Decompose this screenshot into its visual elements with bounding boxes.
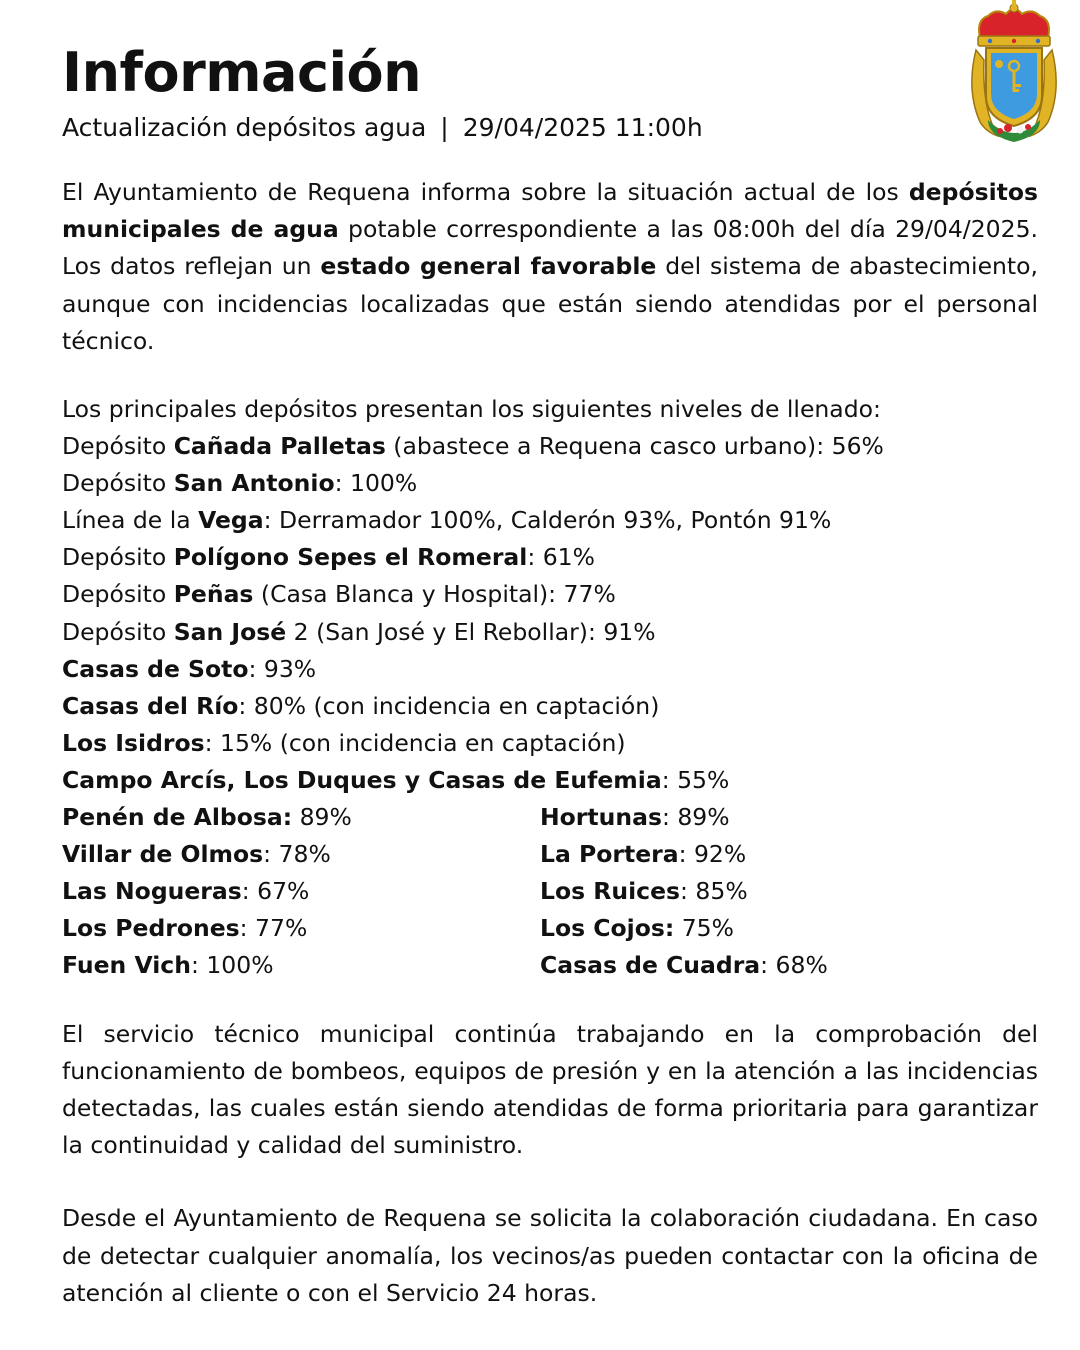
subtitle-datetime: 29/04/2025 11:00h (462, 113, 703, 142)
level-item (62, 576, 1038, 613)
level-item (540, 799, 1018, 836)
level-item (62, 725, 1038, 762)
intro-bold-1: depósitos municipales de agua (62, 178, 1038, 244)
intro-text-1: El Ayuntamiento de Requena informa sobre la situación actual de los (62, 178, 909, 206)
level-name: San Antonio (173, 469, 335, 498)
level-name: Casas de Cuadra (540, 951, 761, 980)
intro-paragraph (62, 174, 1038, 360)
level-name: San José (173, 617, 287, 646)
subtitle (62, 112, 1038, 144)
level-prefix: Depósito (62, 432, 174, 461)
level-value: 89% (292, 803, 352, 832)
level-item (62, 799, 540, 836)
level-value: : 55% (661, 765, 730, 794)
level-prefix: Depósito (62, 543, 174, 572)
level-value: : 15% (con incidencia en captación) (204, 728, 626, 757)
intro-text-3: del sistema de abastecimiento, aunque con incidencias localizadas que están siendo atendidas por el personal técnico. (62, 252, 1038, 355)
closing-paragraph: Desde el Ayuntamiento de Requena se solicita la colaboración ciudadana. En caso de detectar cualquier anomalía, los vecinos/as pueden contactar con la oficina de atención al cliente o con el Servicio 24 horas. (62, 1204, 1038, 1307)
level-prefix: Depósito (62, 580, 174, 609)
intro-bold-2: estado general favorable (320, 252, 657, 281)
level-name: La Portera (540, 840, 679, 869)
level-item (62, 762, 1038, 799)
level-value: : 93% (248, 654, 317, 683)
level-value: : 61% (527, 543, 595, 572)
level-value: 2 (San José y El Rebollar): 91% (286, 617, 656, 646)
page-title: Información (62, 41, 422, 104)
level-item (62, 910, 540, 947)
level-item (540, 873, 1018, 910)
level-item (62, 614, 1038, 651)
level-name: Polígono Sepes el Romeral (173, 543, 528, 572)
levels-grid (62, 799, 1038, 984)
level-value: : 77% (239, 914, 308, 943)
level-name: Villar de Olmos (62, 840, 264, 869)
level-item (540, 947, 1018, 984)
level-name: Casas del Río (62, 691, 239, 720)
level-value: : 78% (263, 840, 331, 869)
level-name: Vega (198, 506, 264, 535)
level-name: Penén de Albosa: (62, 803, 293, 832)
level-value: : 67% (241, 877, 310, 906)
level-name: Hortunas (540, 803, 662, 832)
level-value: : Derramador 100%, Calderón 93%, Pontón 91% (263, 506, 832, 535)
level-item (62, 688, 1038, 725)
level-value: 75% (674, 914, 734, 943)
level-name: Cañada Palletas (173, 432, 386, 461)
level-prefix: Depósito (62, 469, 174, 498)
level-name: Los Ruices (540, 877, 681, 906)
level-item (62, 873, 540, 910)
level-item (62, 836, 540, 873)
level-name: Fuen Vich (62, 951, 191, 980)
level-name: Casas de Soto (62, 654, 249, 683)
subtitle-topic: Actualización depósitos agua (62, 113, 427, 142)
level-item (540, 836, 1018, 873)
level-prefix: Línea de la (62, 506, 199, 535)
level-item (62, 428, 1038, 465)
subtitle-separator: | (440, 113, 449, 142)
level-name: Los Pedrones (62, 914, 240, 943)
level-value: (abastece a Requena casco urbano): 56% (385, 432, 884, 461)
level-item (62, 539, 1038, 576)
level-value: (Casa Blanca y Hospital): 77% (253, 580, 616, 609)
level-name: Los Cojos: (540, 914, 675, 943)
level-item (62, 465, 1038, 502)
level-value: : 100% (334, 469, 418, 498)
level-value: : 100% (190, 951, 274, 980)
level-name: Las Nogueras (62, 877, 242, 906)
document (62, 40, 1038, 1312)
level-item (540, 910, 1018, 947)
level-value: : 80% (con incidencia en captación) (238, 691, 660, 720)
level-item (62, 651, 1038, 688)
level-name: Los Isidros (62, 728, 205, 757)
levels-intro: Los principales depósitos presentan los siguientes niveles de llenado: (62, 395, 881, 424)
level-item (62, 502, 1038, 539)
level-name: Peñas (173, 580, 254, 609)
level-value: : 89% (661, 803, 730, 832)
service-paragraph: El servicio técnico municipal continúa trabajando en la comprobación del funcionamiento de bombeos, equipos de presión y en la atención a las incidencias detectadas, las cuales están siendo atendidas de forma prioritaria para garantizar la continuidad y calidad del suministro. (62, 1019, 1038, 1160)
level-prefix: Depósito (62, 617, 174, 646)
intro-text-2: potable correspondiente a las 08:00h del día 29/04/2025. Los datos reflejan un (62, 215, 1038, 281)
level-name: Campo Arcís, Los Duques y Casas de Eufemia (62, 765, 662, 794)
level-item (62, 947, 540, 984)
level-value: : 85% (680, 877, 748, 906)
level-value: : 68% (760, 951, 828, 980)
level-value: : 92% (678, 840, 747, 869)
levels-list (62, 391, 1038, 985)
